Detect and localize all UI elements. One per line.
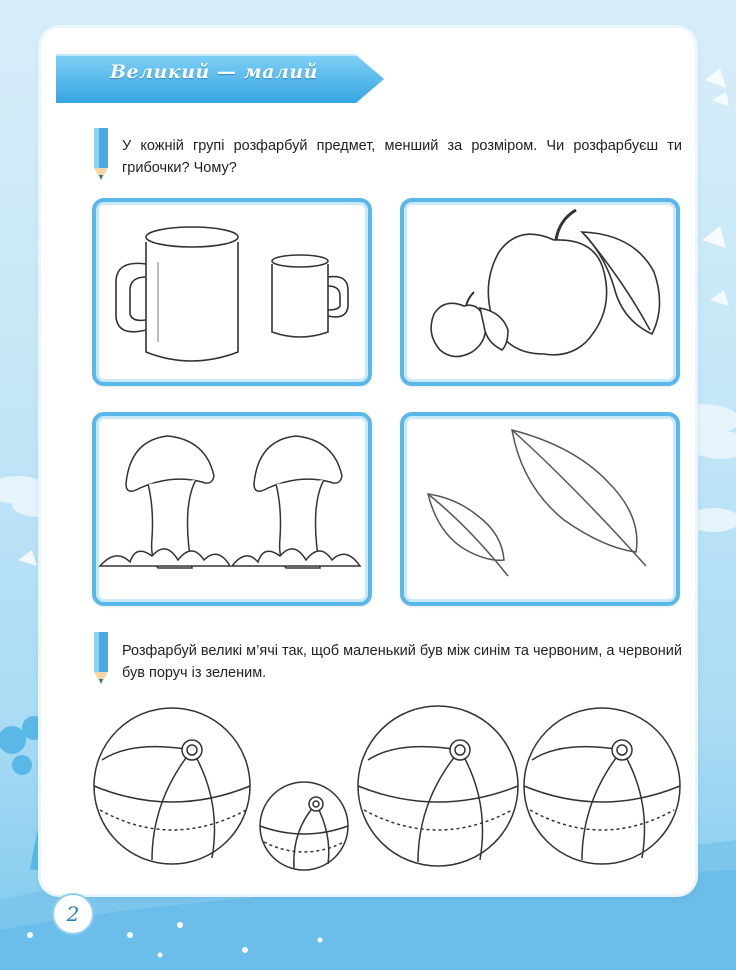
picture-frame-leaves bbox=[400, 412, 680, 606]
mushroom-right bbox=[232, 436, 360, 568]
large-ball-1 bbox=[94, 708, 250, 864]
pencil-icon bbox=[92, 632, 110, 684]
small-ball bbox=[260, 782, 348, 870]
large-mug bbox=[116, 227, 238, 361]
large-leaf bbox=[512, 430, 646, 566]
picture-frame-mushrooms bbox=[92, 412, 372, 606]
large-ball-2 bbox=[358, 706, 518, 866]
small-leaf bbox=[428, 494, 508, 576]
balls-illustration bbox=[92, 700, 692, 890]
apples-illustration bbox=[404, 202, 676, 382]
page-number: 2 bbox=[52, 893, 94, 935]
picture-frame-apples bbox=[400, 198, 680, 386]
page-title: Великий — малий bbox=[110, 61, 318, 83]
leaves-illustration bbox=[404, 416, 676, 602]
large-apple bbox=[488, 210, 659, 355]
mugs-illustration bbox=[96, 202, 368, 382]
mushroom-left bbox=[100, 436, 230, 568]
task-1-instruction: У кожній групі розфарбуй предмет, менший за розміром. Чи розфарбуєш ти грибочки? Чому? bbox=[122, 138, 682, 176]
small-mug bbox=[272, 255, 348, 337]
mushrooms-illustration bbox=[96, 416, 368, 602]
pencil-icon bbox=[92, 128, 110, 180]
picture-frame-mugs bbox=[92, 198, 372, 386]
task-2-instruction: Розфарбуй великі м’ячі так, щоб маленький був між синім та червоним, а червоний був поруч із зеленим. bbox=[122, 643, 682, 681]
large-ball-3 bbox=[524, 708, 680, 864]
